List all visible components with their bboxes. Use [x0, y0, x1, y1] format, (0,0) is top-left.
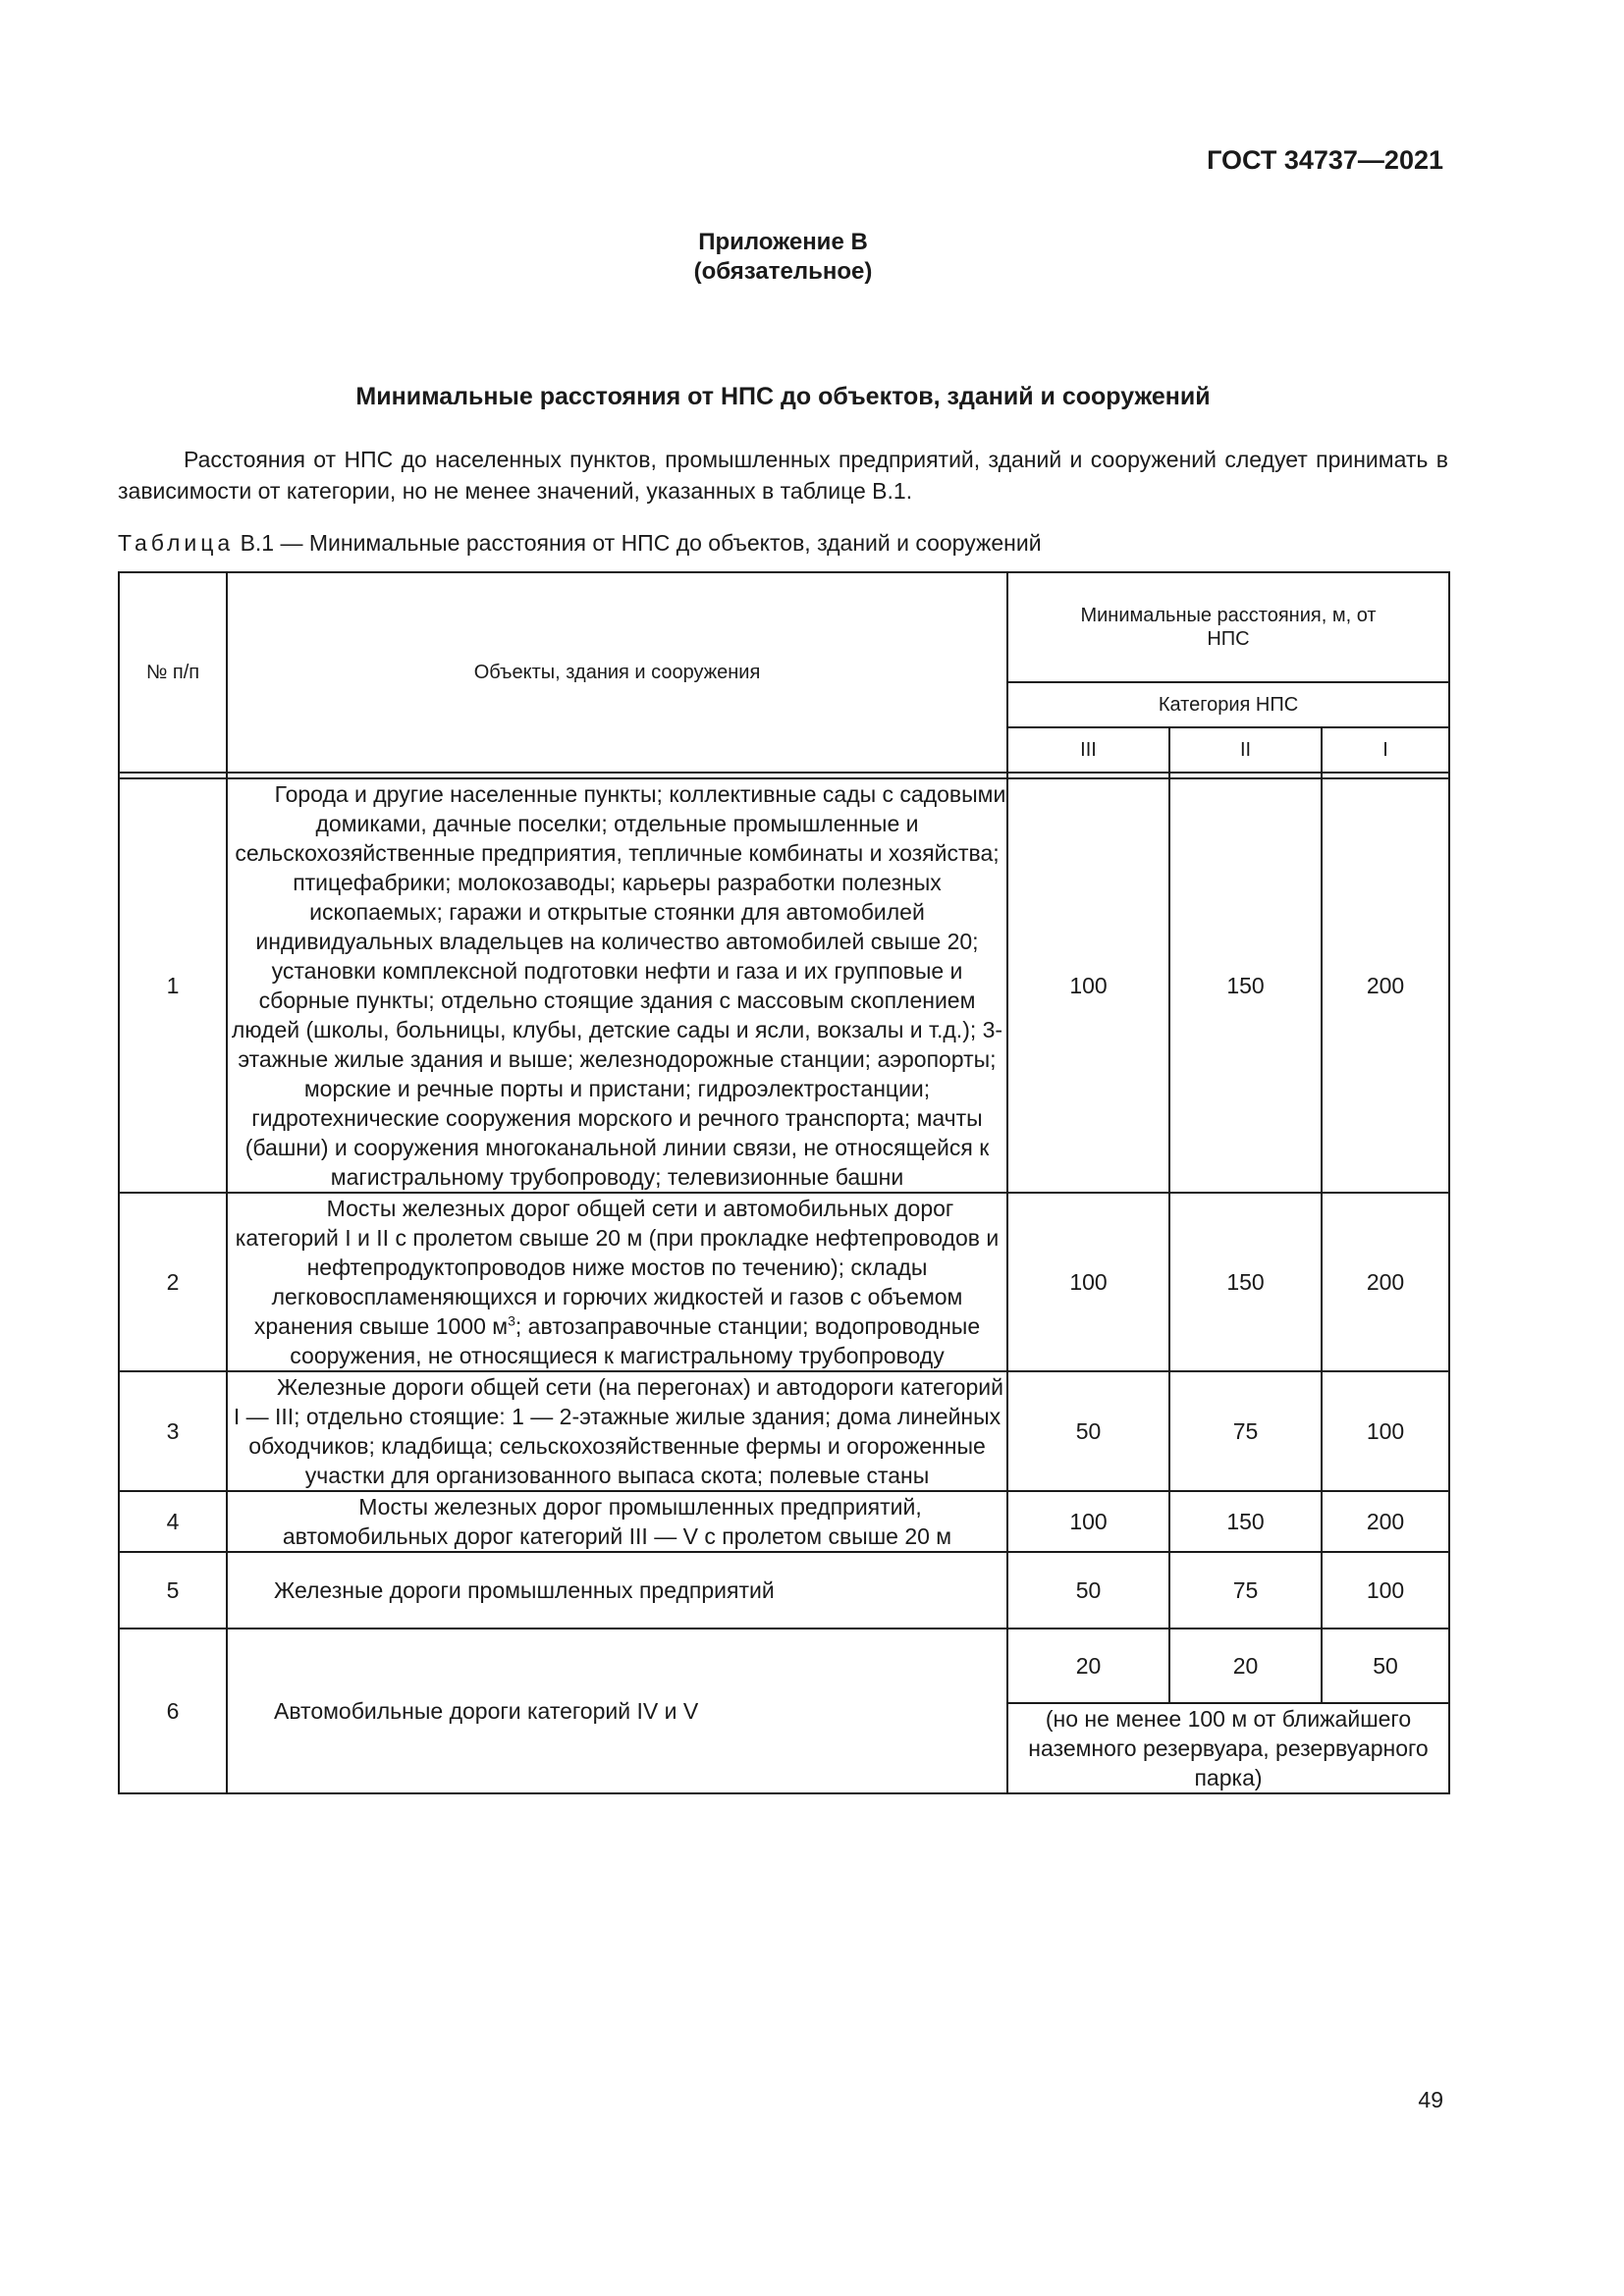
- header-num: № п/п: [119, 572, 227, 773]
- header-cat-2: II: [1169, 727, 1322, 773]
- row-num: 4: [119, 1491, 227, 1552]
- header-cat-3: III: [1007, 727, 1169, 773]
- table-row: [119, 1629, 1449, 1703]
- row-num: 6: [119, 1629, 227, 1793]
- annex-heading: [118, 228, 1448, 287]
- row-note: (но не менее 100 м от ближайшего наземного резервуара, резервуарного парка): [1007, 1703, 1449, 1793]
- header-cat-1: I: [1322, 727, 1449, 773]
- row-cat-2: 20: [1169, 1629, 1322, 1703]
- table-row: [119, 1552, 1449, 1629]
- table-caption-text: В.1 — Минимальные расстояния от НПС до объектов, зданий и сооружений: [240, 530, 1042, 556]
- row-cat-1: 200: [1322, 1193, 1449, 1371]
- row-cat-1: 100: [1322, 1552, 1449, 1629]
- section-title: Минимальные расстояния от НПС до объектов, зданий и сооружений: [355, 383, 1211, 410]
- row-cat-2: 75: [1169, 1371, 1322, 1491]
- standard-number: ГОСТ 34737—2021: [1207, 145, 1443, 175]
- row-object: Мосты железных дорог промышленных предприятий, автомобильных дорог категорий III — V с пролетом свыше 20 м: [227, 1491, 1007, 1552]
- row-cat-3: 100: [1007, 778, 1169, 1193]
- intro-paragraph: Расстояния от НПС до населенных пунктов, промышленных предприятий, зданий и сооружений следует принимать в зависимости от категории, но не менее значений, указанных в таблице В.1.: [118, 447, 1448, 504]
- header-category: Категория НПС: [1007, 682, 1449, 727]
- row-num: 1: [119, 778, 227, 1193]
- row-cat-3: 20: [1007, 1629, 1169, 1703]
- row-cat-2: 150: [1169, 1193, 1322, 1371]
- row-object-text-b: ; автозаправочные станции; водопроводные сооружения, не относящиеся к магистральному трубопроводу: [290, 1313, 981, 1368]
- row-cat-1: 50: [1322, 1629, 1449, 1703]
- row-cat-3: 100: [1007, 1193, 1169, 1371]
- row-cat-1: 100: [1322, 1371, 1449, 1491]
- table-row: [119, 1371, 1449, 1491]
- row-num: 5: [119, 1552, 227, 1629]
- row-object-text-a: Мосты железных дорог общей сети и автомобильных дорог категорий I и II с пролетом свыше 20 м (при прокладке нефтепроводов и нефтепродуктопроводов ниже мостов по течению); склады легковоспламеняющихся и горючих жидкостей и газов с объемом хранения свыше 1000 м: [235, 1196, 1000, 1339]
- row-object: Автомобильные дороги категорий IV и V: [227, 1629, 1007, 1793]
- row-object: [227, 1193, 1007, 1371]
- header-objects: Объекты, здания и сооружения: [227, 572, 1007, 773]
- annex-title: Приложение В: [698, 229, 868, 255]
- row-object-sup: 3: [508, 1312, 515, 1329]
- row-cat-2: 75: [1169, 1552, 1322, 1629]
- distances-table: [118, 571, 1450, 1794]
- row-cat-2: 150: [1169, 778, 1322, 1193]
- table-caption: [118, 530, 1448, 557]
- table-caption-label: Таблица: [118, 530, 235, 556]
- table-row: [119, 1193, 1449, 1371]
- row-cat-1: 200: [1322, 778, 1449, 1193]
- row-cat-3: 100: [1007, 1491, 1169, 1552]
- header-row: [119, 572, 1449, 682]
- annex-status: (обязательное): [693, 258, 873, 285]
- row-cat-1: 200: [1322, 1491, 1449, 1552]
- row-cat-3: 50: [1007, 1552, 1169, 1629]
- page-number: 49: [1418, 2087, 1443, 2112]
- row-object: Железные дороги промышленных предприятий: [227, 1552, 1007, 1629]
- row-cat-3: 50: [1007, 1371, 1169, 1491]
- row-num: 3: [119, 1371, 227, 1491]
- table-row: [119, 778, 1449, 1193]
- row-object: Города и другие населенные пункты; коллективные сады с садовыми домиками, дачные поселки; отдельные промышленные и сельскохозяйственные предприятия, тепличные комбинаты и хозяйства; птицефабрики; молокозаводы; карьеры разработки полезных ископаемых; гаражи и открытые стоянки для автомобилей индивидуальных владельцев на количество автомобилей свыше 20; установки комплексной подготовки нефти и газа и их групповые и сборные пункты; отдельно стоящие здания с массовым скоплением людей (школы, больницы, клубы, детские сады и ясли, вокзалы и т.д.); 3-этажные жилые здания и выше; железнодорожные станции; аэропорты; морские и речные порты и пристани; гидроэлектростанции; гидротехнические сооружения морского и речного транспорта; мачты (башни) и сооружения многоканальной линии связи, не относящейся к магистральному трубопроводу; телевизионные башни: [227, 778, 1007, 1193]
- row-num: 2: [119, 1193, 227, 1371]
- row-object: Железные дороги общей сети (на перегонах) и автодороги категорий I — III; отдельно стоящие: 1 — 2-этажные жилые здания; дома линейных обходчиков; кладбища; сельскохозяйственные фермы и огороженные участки для организованного выпаса скота; полевые станы: [227, 1371, 1007, 1491]
- table-row: [119, 1491, 1449, 1552]
- row-cat-2: 150: [1169, 1491, 1322, 1552]
- header-distances: Минимальные расстояния, м, от НПС: [1007, 572, 1449, 682]
